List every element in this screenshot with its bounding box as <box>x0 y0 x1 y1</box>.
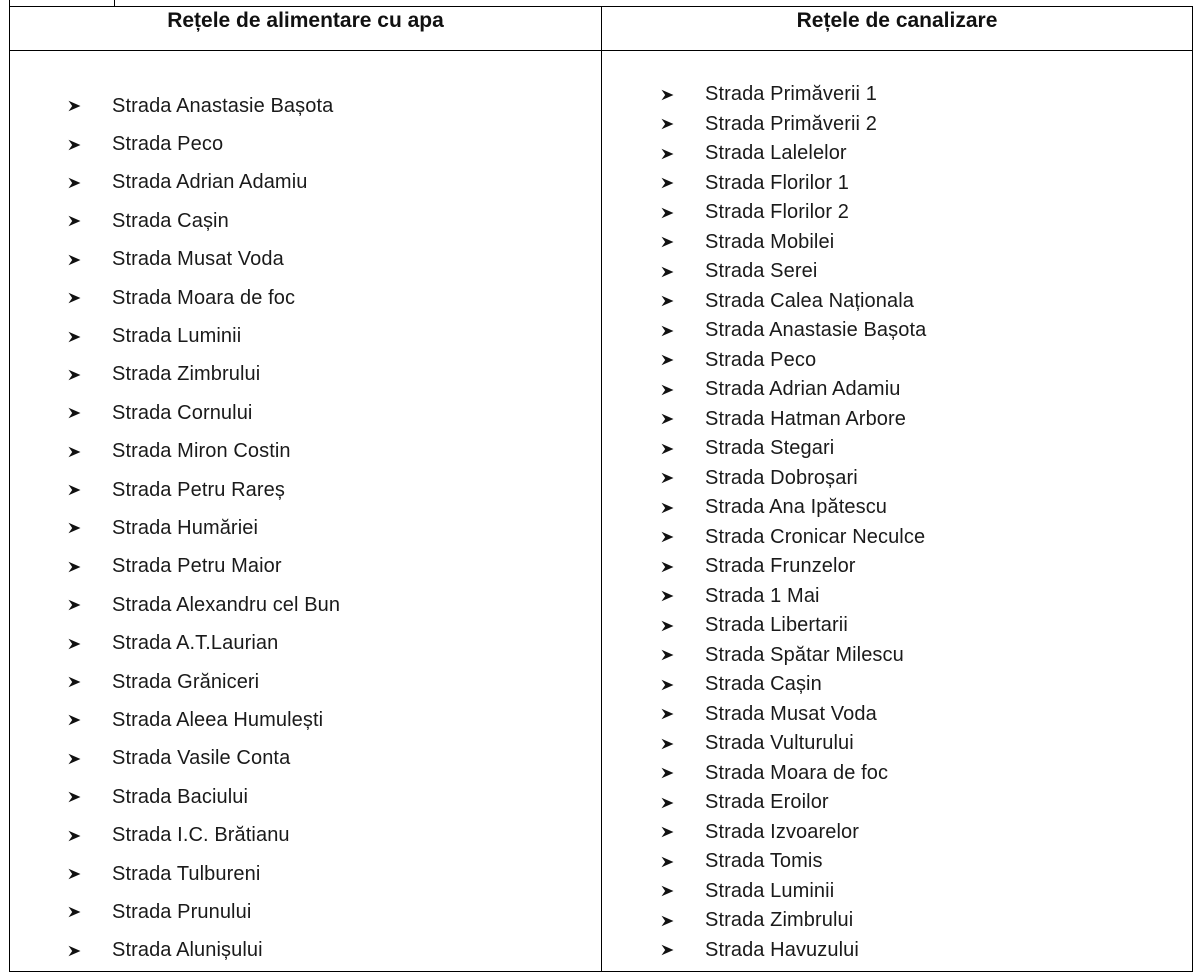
list-item <box>661 346 926 376</box>
list-item <box>68 202 340 240</box>
arrowhead-bullet-icon <box>661 443 705 455</box>
street-name: Strada Luminii <box>705 879 835 902</box>
arrowhead-bullet-icon <box>68 292 112 304</box>
street-name: Strada 1 Mai <box>705 584 820 607</box>
list-item <box>661 257 926 287</box>
arrowhead-bullet-icon <box>661 620 705 632</box>
arrowhead-bullet-icon <box>661 767 705 779</box>
arrowhead-bullet-icon <box>661 915 705 927</box>
list-item <box>661 228 926 258</box>
list-item <box>661 316 926 346</box>
street-name: Strada Lalelelor <box>705 142 847 165</box>
arrowhead-bullet-icon <box>661 325 705 337</box>
arrowhead-bullet-icon <box>661 708 705 720</box>
list-item <box>68 241 340 279</box>
arrowhead-bullet-icon <box>68 638 112 650</box>
arrowhead-bullet-icon <box>661 384 705 396</box>
arrowhead-bullet-icon <box>68 714 112 726</box>
arrowhead-bullet-icon <box>68 753 112 765</box>
arrowhead-bullet-icon <box>68 791 112 803</box>
arrowhead-bullet-icon <box>661 679 705 691</box>
header-water-supply: Rețele de alimentare cu apa <box>167 9 444 32</box>
list-item <box>68 433 340 471</box>
street-name: Strada Zimbrului <box>112 363 261 386</box>
street-name: Strada Stegari <box>705 437 835 460</box>
street-name: Strada Izvoarelor <box>705 820 859 843</box>
arrowhead-bullet-icon <box>661 502 705 514</box>
arrowhead-bullet-icon <box>68 484 112 496</box>
street-name: Strada Primăverii 1 <box>705 83 877 106</box>
sewer-streets-list <box>661 80 926 965</box>
list-item <box>661 759 926 789</box>
arrowhead-bullet-icon <box>661 236 705 248</box>
arrowhead-bullet-icon <box>661 207 705 219</box>
arrowhead-bullet-icon <box>661 885 705 897</box>
arrowhead-bullet-icon <box>661 738 705 750</box>
street-name: Strada Anastasie Bașota <box>112 94 334 117</box>
arrowhead-bullet-icon <box>68 331 112 343</box>
street-name: Strada Vasile Conta <box>112 747 291 770</box>
arrowhead-bullet-icon <box>661 413 705 425</box>
list-item <box>68 816 340 854</box>
list-item <box>661 375 926 405</box>
arrowhead-bullet-icon <box>661 148 705 160</box>
arrowhead-bullet-icon <box>68 676 112 688</box>
arrowhead-bullet-icon <box>661 266 705 278</box>
arrowhead-bullet-icon <box>68 215 112 227</box>
list-item <box>68 164 340 202</box>
list-item <box>68 740 340 778</box>
list-item <box>661 670 926 700</box>
street-name: Strada Alunișului <box>112 939 263 962</box>
list-item <box>68 125 340 163</box>
arrowhead-bullet-icon <box>661 590 705 602</box>
arrowhead-bullet-icon <box>661 826 705 838</box>
street-name: Strada Dobroșari <box>705 466 858 489</box>
arrowhead-bullet-icon <box>68 369 112 381</box>
list-item <box>661 818 926 848</box>
list-item <box>68 778 340 816</box>
list-item <box>68 509 340 547</box>
list-item <box>68 893 340 931</box>
arrowhead-bullet-icon <box>68 868 112 880</box>
arrowhead-bullet-icon <box>68 254 112 266</box>
street-name: Strada Libertarii <box>705 614 848 637</box>
arrowhead-bullet-icon <box>68 522 112 534</box>
street-name: Strada Alexandru cel Bun <box>112 593 341 616</box>
street-name: Strada Frunzelor <box>705 555 856 578</box>
arrowhead-bullet-icon <box>68 177 112 189</box>
list-item <box>661 139 926 169</box>
list-item <box>68 356 340 394</box>
list-item <box>661 198 926 228</box>
street-name: Strada I.C. Brătianu <box>112 824 290 847</box>
list-item <box>661 405 926 435</box>
list-item <box>661 582 926 612</box>
street-name: Strada Florilor 2 <box>705 201 849 224</box>
list-item <box>68 548 340 586</box>
street-name: Strada Havuzului <box>705 938 859 961</box>
arrowhead-bullet-icon <box>661 561 705 573</box>
arrowhead-bullet-icon <box>68 830 112 842</box>
street-name: Strada Musat Voda <box>112 248 284 271</box>
arrowhead-bullet-icon <box>68 100 112 112</box>
list-item <box>661 110 926 140</box>
street-name: Strada Luminii <box>112 325 242 348</box>
list-item <box>661 434 926 464</box>
arrowhead-bullet-icon <box>661 531 705 543</box>
list-item <box>68 624 340 662</box>
streets-table <box>9 6 1193 972</box>
street-name: Strada Cașin <box>112 209 229 232</box>
street-name: Strada Vulturului <box>705 732 854 755</box>
street-name: Strada Spătar Milescu <box>705 643 904 666</box>
street-name: Strada Hatman Arbore <box>705 407 906 430</box>
street-name: Strada Petru Maior <box>112 555 282 578</box>
list-item <box>68 663 340 701</box>
arrowhead-bullet-icon <box>661 944 705 956</box>
street-name: Strada Aleea Humulești <box>112 708 324 731</box>
list-item <box>68 471 340 509</box>
list-item <box>661 700 926 730</box>
arrowhead-bullet-icon <box>661 118 705 130</box>
arrowhead-bullet-icon <box>661 856 705 868</box>
arrowhead-bullet-icon <box>661 472 705 484</box>
street-name: Strada Baciului <box>112 785 249 808</box>
header-sewerage: Rețele de canalizare <box>796 9 998 32</box>
list-item <box>661 552 926 582</box>
list-item <box>68 279 340 317</box>
street-name: Strada Cornului <box>112 401 253 424</box>
list-item <box>661 611 926 641</box>
street-name: Strada Anastasie Bașota <box>705 319 927 342</box>
street-name: Strada Zimbrului <box>705 909 854 932</box>
arrowhead-bullet-icon <box>661 649 705 661</box>
list-item <box>661 493 926 523</box>
street-name: Strada Tulbureni <box>112 862 261 885</box>
street-name: Strada Florilor 1 <box>705 171 849 194</box>
list-item <box>661 847 926 877</box>
arrowhead-bullet-icon <box>68 945 112 957</box>
list-item <box>661 877 926 907</box>
list-item <box>661 523 926 553</box>
list-item <box>661 287 926 317</box>
arrowhead-bullet-icon <box>661 177 705 189</box>
list-item <box>661 464 926 494</box>
water-streets-list <box>68 87 340 970</box>
street-name: Strada Eroilor <box>705 791 829 814</box>
street-name: Strada Calea Naționala <box>705 289 914 312</box>
list-item <box>661 788 926 818</box>
arrowhead-bullet-icon <box>68 599 112 611</box>
street-name: Strada Adrian Adamiu <box>705 378 901 401</box>
list-item <box>68 701 340 739</box>
street-name: Strada Moara de foc <box>705 761 889 784</box>
arrowhead-bullet-icon <box>68 446 112 458</box>
street-name: Strada Humăriei <box>112 516 259 539</box>
list-item <box>68 317 340 355</box>
arrowhead-bullet-icon <box>661 797 705 809</box>
arrowhead-bullet-icon <box>661 89 705 101</box>
arrowhead-bullet-icon <box>68 407 112 419</box>
street-name: Strada Cașin <box>705 673 822 696</box>
list-item <box>661 169 926 199</box>
list-item <box>68 932 340 970</box>
street-name: Strada Cronicar Neculce <box>705 525 926 548</box>
street-name: Strada Miron Costin <box>112 440 291 463</box>
street-name: Strada Tomis <box>705 850 823 873</box>
street-name: Strada Petru Rareș <box>112 478 285 501</box>
street-name: Strada Peco <box>112 133 224 156</box>
street-name: Strada Primăverii 2 <box>705 112 877 135</box>
street-name: Strada Ana Ipătescu <box>705 496 888 519</box>
street-name: Strada Serei <box>705 260 818 283</box>
street-name: Strada Musat Voda <box>705 702 877 725</box>
list-item <box>661 906 926 936</box>
street-name: Strada Adrian Adamiu <box>112 171 308 194</box>
street-name: Strada Grăniceri <box>112 670 260 693</box>
list-item <box>68 87 340 125</box>
street-name: Strada Peco <box>705 348 817 371</box>
arrowhead-bullet-icon <box>68 561 112 573</box>
street-name: Strada Prunului <box>112 900 252 923</box>
street-name: Strada Mobilei <box>705 230 835 253</box>
list-item <box>68 586 340 624</box>
list-item <box>661 80 926 110</box>
list-item <box>661 729 926 759</box>
list-item <box>68 394 340 432</box>
street-name: Strada A.T.Laurian <box>112 632 279 655</box>
list-item <box>661 936 926 966</box>
arrowhead-bullet-icon <box>661 295 705 307</box>
arrowhead-bullet-icon <box>68 139 112 151</box>
list-item <box>68 855 340 893</box>
list-item <box>661 641 926 671</box>
column-divider <box>601 7 602 971</box>
arrowhead-bullet-icon <box>661 354 705 366</box>
arrowhead-bullet-icon <box>68 906 112 918</box>
street-name: Strada Moara de foc <box>112 286 296 309</box>
